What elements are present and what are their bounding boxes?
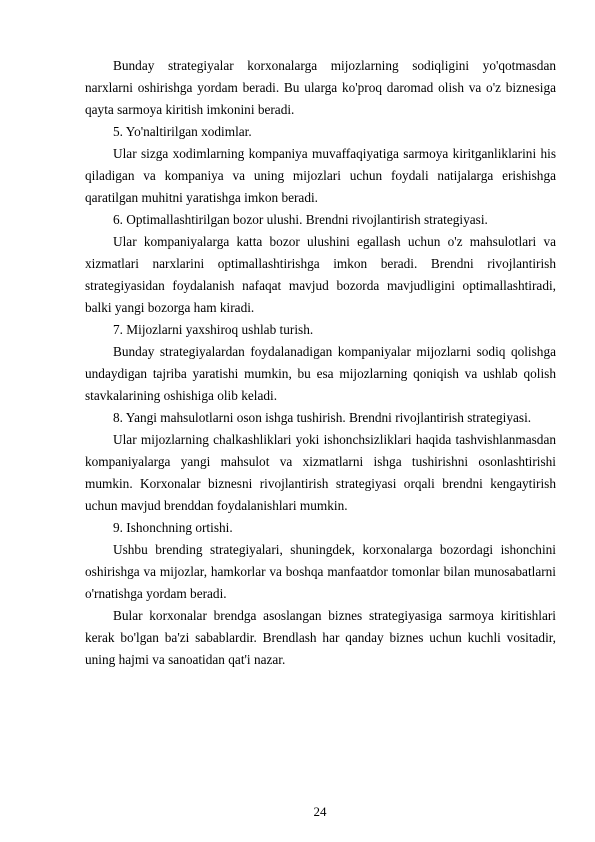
paragraph-market-share: Ular kompaniyalarga katta bozor ulushini egallash uchun o'z mahsulotlari va xizmatlari narxlarini optimallashtirishga imkon beradi. Brendni rivojlantirish strategiyasidan foydalanish nafaqat mavjud bozorda mavjudligini optimallashtiradi, balki yangi bozorga ham kiradi.: [85, 234, 556, 315]
paragraph-conclusion: Bular korxonalar brendga asoslangan biznes strategiyasiga sarmoya kiritishlari kerak bo'lgan ba'zi sabablardir. Brendlash har qanday biznes uchun kuchli vositadir, uning hajmi va sanoatidan qat'i nazar.: [85, 608, 556, 667]
heading-8: 8. Yangi mahsulotlarni oson ishga tushirish. Brendni rivojlantirish strategiyasi.: [113, 410, 532, 425]
paragraph-trust: Ushbu brending strategiyalari, shuningdek, korxonalarga bozordagi ishonchini oshirishga va mijozlar, hamkorlar va boshqa manfaatdor tomonlar bilan munosabatlarni o'rnatishga yordam beradi.: [85, 542, 556, 601]
paragraph-new-products: Ular mijozlarning chalkashliklari yoki ishonchsizliklari haqida tashvishlanmasdan kompaniyalarga yangi mahsulot va xizmatlarni ishga tushirishni osonlashtirishi mumkin. Korxonalar biznesni rivojlantirish strategiyasi orqali brendni kengaytirish uchun mavjud brenddan foydalanishlari mumkin.: [85, 432, 556, 513]
paragraph-pricing: Bunday strategiyalar korxonalarga mijozlarning sodiqligini yo'qotmasdan narxlarni oshirishga yordam beradi. Bu ularga ko'proq daromad olish va o'z biznesiga qayta sarmoya kiritish imkonini beradi.: [85, 58, 556, 117]
page-number: 24: [313, 804, 327, 819]
paragraph-retention: Bunday strategiyalardan foydalanadigan kompaniyalar mijozlarni sodiq qolishga undaydigan tajriba yaratishi mumkin, bu esa mijozlarning qoniqish va ushlab qolish stavkalarining oshishiga olib keladi.: [85, 344, 556, 403]
body-text: [85, 55, 556, 671]
heading-5: 5. Yo'naltirilgan xodimlar.: [113, 124, 252, 139]
heading-6: 6. Optimallashtirilgan bozor ulushi. Brendni rivojlantirish strategiyasi.: [113, 212, 488, 227]
paragraph-employees: Ular sizga xodimlarning kompaniya muvaffaqiyatiga sarmoya kiritganliklarini his qiladigan va kompaniya va uning mijozlari uchun foydali natijalarga erishishga qaratilgan muhitni yaratishga imkon beradi.: [85, 146, 556, 205]
heading-9: 9. Ishonchning ortishi.: [113, 520, 233, 535]
heading-7: 7. Mijozlarni yaxshiroq ushlab turish.: [113, 322, 314, 337]
